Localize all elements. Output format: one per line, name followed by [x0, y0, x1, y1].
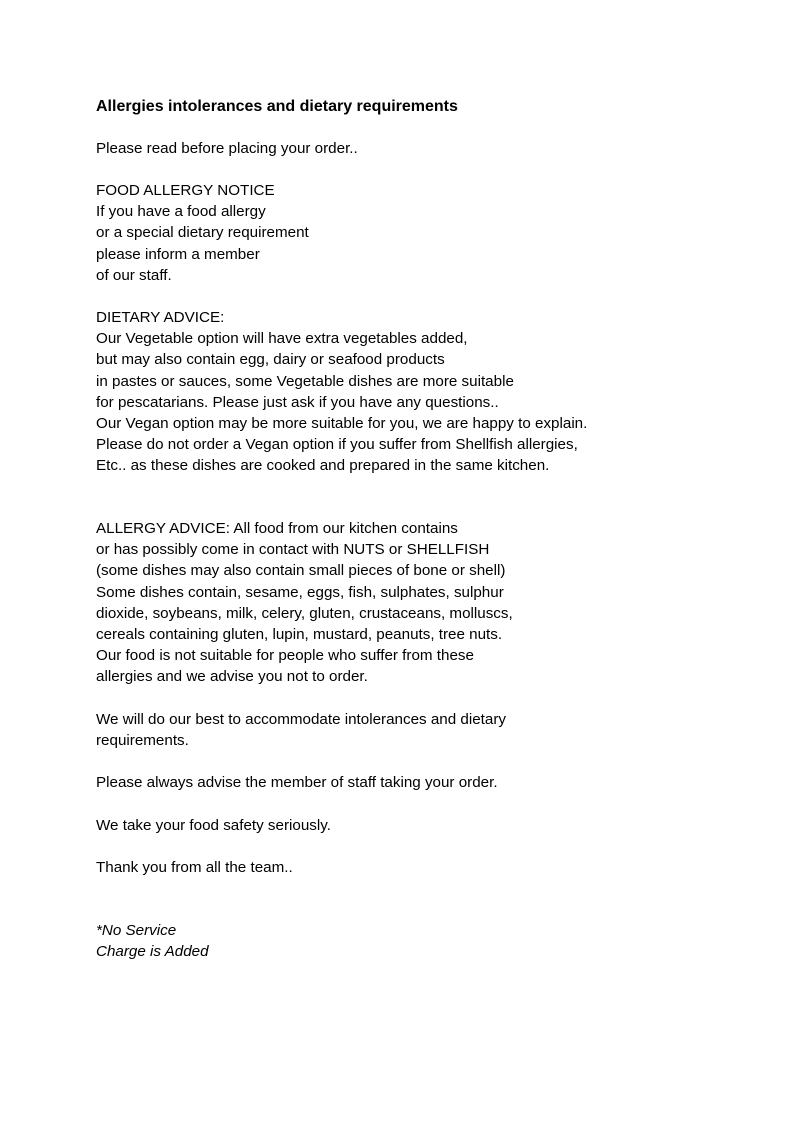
service-note-line: Charge is Added [96, 943, 209, 961]
allergy-advice-line: (some dishes may also contain small pieces of bone or shell) [96, 562, 506, 580]
accommodate-paragraph [96, 709, 506, 751]
food-allergy-notice-line: If you have a food allergy [96, 203, 266, 221]
intro-paragraph [96, 138, 358, 159]
food-allergy-notice-line: please inform a member [96, 245, 260, 263]
dietary-advice-line: but may also contain egg, dairy or seafood products [96, 351, 445, 369]
intro-text: Please read before placing your order.. [96, 140, 358, 157]
allergy-advice-line: cereals containing gluten, lupin, mustard, peanuts, tree nuts. [96, 625, 503, 643]
allergy-advice-line: or has possibly come in contact with NUTS or SHELLFISH [96, 541, 490, 559]
dietary-advice-line: Please do not order a Vegan option if you suffer from Shellfish allergies, [96, 436, 578, 454]
allergy-advice-line: dioxide, soybeans, milk, celery, gluten, crustaceans, molluscs, [96, 604, 513, 622]
dietary-advice-line: for pescatarians. Please just ask if you have any questions.. [96, 393, 499, 411]
service-note [96, 920, 209, 962]
advise-staff-paragraph [96, 772, 498, 793]
allergy-advice-line: Some dishes contain, sesame, eggs, fish, sulphates, sulphur [96, 583, 504, 601]
page-title: Allergies intolerances and dietary requirements [96, 98, 458, 115]
thanks-text: Thank you from all the team.. [96, 859, 293, 876]
food-allergy-notice-line: or a special dietary requirement [96, 224, 309, 242]
accommodate-line: requirements. [96, 732, 189, 750]
allergy-advice-line: allergies and we advise you not to order. [96, 668, 368, 686]
allergy-advice-heading: ALLERGY ADVICE: All food from our kitchen contains [96, 520, 458, 537]
dietary-advice-line: Etc.. as these dishes are cooked and prepared in the same kitchen. [96, 457, 550, 475]
thanks-paragraph [96, 857, 293, 878]
allergy-advice-line: Our food is not suitable for people who suffer from these [96, 647, 474, 665]
food-safety-text: We take your food safety seriously. [96, 817, 331, 834]
dietary-advice-line: in pastes or sauces, some Vegetable dishes are more suitable [96, 372, 514, 390]
food-allergy-notice-line: of our staff. [96, 266, 172, 284]
food-allergy-notice-heading: FOOD ALLERGY NOTICE [96, 182, 275, 199]
food-safety-paragraph [96, 815, 331, 836]
food-allergy-notice [96, 180, 309, 286]
advise-staff-text: Please always advise the member of staff taking your order. [96, 774, 498, 791]
service-note-line: *No Service [96, 922, 177, 939]
dietary-advice-heading: DIETARY ADVICE: [96, 309, 225, 326]
dietary-advice-line: Our Vegetable option will have extra vegetables added, [96, 330, 468, 348]
dietary-advice-line: Our Vegan option may be more suitable for you, we are happy to explain. [96, 414, 588, 432]
accommodate-line: We will do our best to accommodate intolerances and dietary [96, 711, 506, 728]
dietary-advice [96, 307, 587, 477]
allergy-advice [96, 518, 513, 688]
